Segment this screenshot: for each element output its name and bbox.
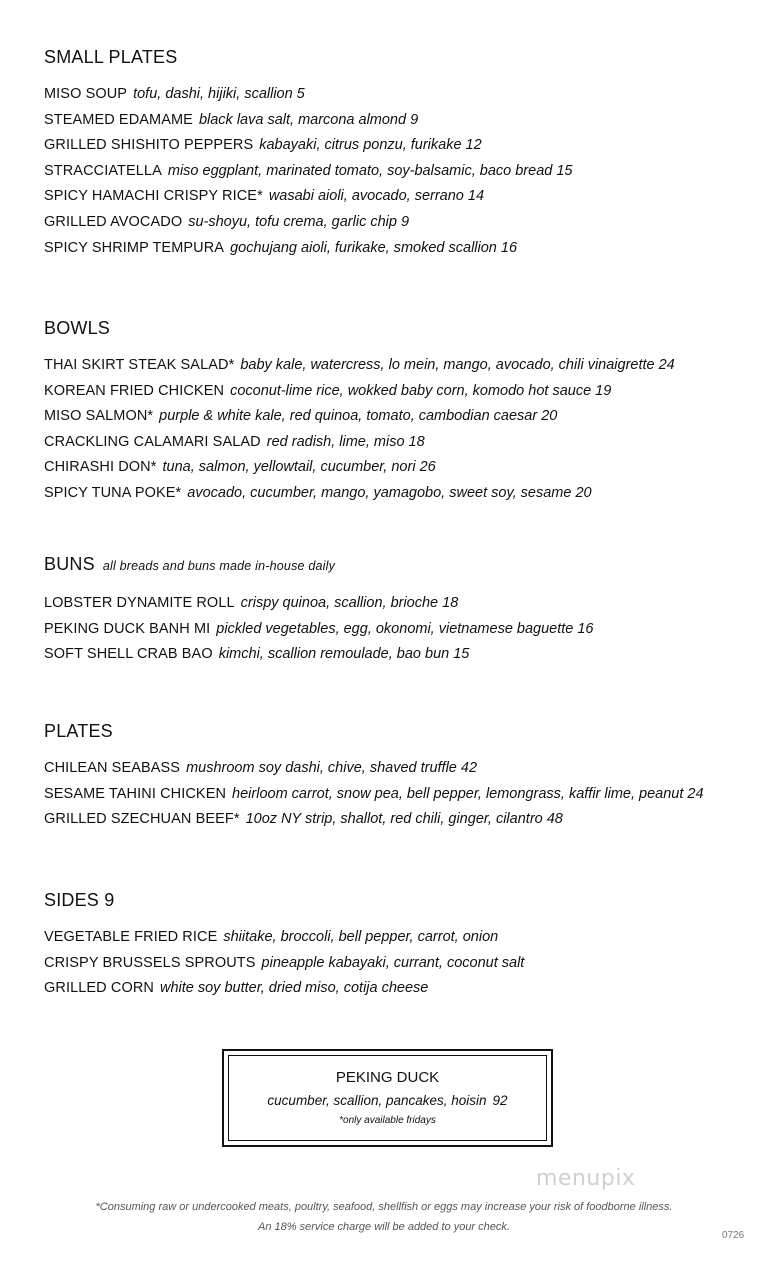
menu-item <box>44 236 748 262</box>
menu-item-name: SPICY TUNA POKE* <box>44 484 182 501</box>
section-title: BOWLS <box>44 318 111 338</box>
menu-item <box>44 133 748 159</box>
menu-item-price: 20 <box>541 408 558 425</box>
menu-item-name: GRILLED SZECHUAN BEEF* <box>44 811 240 828</box>
menu-item <box>44 617 748 643</box>
special-box-inner <box>228 1055 547 1141</box>
special-box <box>222 1049 553 1147</box>
menu-item-name: SOFT SHELL CRAB BAO <box>44 646 213 663</box>
special-title: PEKING DUCK <box>335 1069 440 1086</box>
menu-item-name: PEKING DUCK BANH MI <box>44 620 211 637</box>
menu-list <box>44 353 748 507</box>
menu-item-name: CHIRASHI DON* <box>44 459 157 476</box>
menu-item-description: pickled vegetables, egg, okonomi, vietnamese baguette <box>216 620 574 637</box>
menu-item-price: 15 <box>556 162 573 179</box>
menu-item-name: SESAME TAHINI CHICKEN <box>44 785 227 802</box>
menu-item-name: MISO SALMON* <box>44 408 154 425</box>
menu-item-description: 10oz NY strip, shallot, red chili, ginger, cilantro <box>245 811 543 828</box>
menu-item-name: STRACCIATELLA <box>44 162 162 179</box>
menu-item <box>44 951 748 977</box>
menu-item-price: 18 <box>442 595 459 611</box>
menu-item-name: KOREAN FRIED CHICKEN <box>44 382 225 399</box>
section-title: SIDES 9 <box>44 890 115 910</box>
menu-item-price: 24 <box>687 785 704 802</box>
menu-list <box>44 591 748 668</box>
section-buns <box>44 553 748 668</box>
menu-item-price: 5 <box>296 86 305 102</box>
menu-item-name: GRILLED CORN <box>44 980 154 997</box>
menu-item-name: STEAMED EDAMAME <box>44 111 193 128</box>
section-note: all breads and buns made in-house daily <box>102 559 336 573</box>
menu-item <box>44 591 748 617</box>
menu-item-description: white soy butter, dried miso, cotija cheese <box>159 980 429 997</box>
menu-list <box>44 925 748 1002</box>
menu-list <box>44 82 748 261</box>
menu-item-name: VEGETABLE FRIED RICE <box>44 929 218 945</box>
menu-item <box>44 925 748 951</box>
menu-item-name: SPICY HAMACHI CRISPY RICE* <box>44 188 263 205</box>
menu-item <box>44 404 748 430</box>
menu-item-price: 26 <box>419 459 436 476</box>
menu-item-description: su-shoyu, tofu crema, garlic chip <box>188 213 397 230</box>
menu-item-name: CHILEAN SEABASS <box>44 760 181 776</box>
menu-item-description: heirloom carrot, snow pea, bell pepper, lemongrass, kaffir lime, peanut <box>232 785 684 802</box>
section-title: PLATES <box>44 721 113 741</box>
menu-item-description: crispy quinoa, scallion, brioche <box>240 595 439 611</box>
menu-item-description: purple & white kale, red quinoa, tomato, cambodian caesar <box>159 408 538 425</box>
section-title: BUNS all breads and buns made in-house daily <box>44 554 336 574</box>
menu-item <box>44 210 748 236</box>
menu-item-description: shiitake, broccoli, bell pepper, carrot, onion <box>223 929 499 945</box>
menu-item-description: wasabi aioli, avocado, serrano <box>268 188 464 205</box>
menu-item-price: 14 <box>467 188 485 205</box>
menu-item <box>44 455 748 481</box>
footer-warning: *Consuming raw or undercooked meats, poultry, seafood, shellfish or eggs may increase your risk of foodborne illness. <box>95 1201 673 1213</box>
menu-item-price: 19 <box>595 382 612 399</box>
menu-item-description: kabayaki, citrus ponzu, furikake <box>259 137 462 154</box>
menu-item <box>44 807 748 833</box>
menu-item-price: 48 <box>546 811 563 828</box>
watermark: menupix <box>536 1166 636 1191</box>
menu-item <box>44 642 748 668</box>
menu-item-price: 12 <box>465 137 482 154</box>
menu-item-price: 42 <box>460 760 478 776</box>
menu-item <box>44 353 748 379</box>
section-small-plates <box>44 46 748 261</box>
menu-item <box>44 430 748 456</box>
menu-item-description: black lava salt, marcona almond <box>198 111 407 128</box>
menu-item-description: kimchi, scallion remoulade, bao bun <box>218 646 450 663</box>
special-description: cucumber, scallion, pancakes, hoisin 92 <box>267 1093 508 1108</box>
menu-item <box>44 82 748 108</box>
menu-item-description: gochujang aioli, furikake, smoked scallion <box>230 239 497 256</box>
section-plates <box>44 720 748 833</box>
menu-item <box>44 159 748 185</box>
special-price: 92 <box>492 1093 508 1108</box>
menu-item-description: miso eggplant, marinated tomato, soy-balsamic, baco bread <box>167 162 553 179</box>
menu-item-description: baby kale, watercress, lo mein, mango, avocado, chili vinaigrette <box>240 357 655 373</box>
section-bowls <box>44 317 748 507</box>
menu-item-price: 9 <box>410 111 419 128</box>
special-note: *only available fridays <box>339 1115 436 1126</box>
menu-item-description: coconut-lime rice, wokked baby corn, komodo hot sauce <box>230 382 592 399</box>
menu-item-name: SPICY SHRIMP TEMPURA <box>44 239 225 256</box>
menu-item-description: avocado, cucumber, mango, yamagobo, sweet soy, sesame <box>187 484 572 501</box>
menu-item-price: 18 <box>408 433 425 450</box>
menu-item-description: tuna, salmon, yellowtail, cucumber, nori <box>162 459 416 476</box>
menu-item <box>44 481 748 507</box>
menu-item-name: GRILLED AVOCADO <box>44 213 183 230</box>
section-title: SMALL PLATES <box>44 47 178 67</box>
menu-item <box>44 756 748 782</box>
menu-item-description: tofu, dashi, hijiki, scallion <box>133 86 293 102</box>
menu-list <box>44 756 748 833</box>
menu-item-price: 9 <box>400 213 410 230</box>
menu-item <box>44 108 748 134</box>
menu-item-name: MISO SOUP <box>44 86 128 102</box>
menu-item-name: LOBSTER DYNAMITE ROLL <box>44 595 235 611</box>
menu-item <box>44 379 748 405</box>
menu-item <box>44 184 748 210</box>
menu-item-price: 16 <box>500 239 518 256</box>
menu-item-name: GRILLED SHISHITO PEPPERS <box>44 137 254 154</box>
section-sides <box>44 889 748 1002</box>
menu-item-name: CRISPY BRUSSELS SPROUTS <box>44 954 256 971</box>
footer-service: An 18% service charge will be added to your check. <box>258 1221 510 1233</box>
menu-code: 0726 <box>722 1230 745 1241</box>
menu-item-price: 15 <box>453 646 470 663</box>
menu-item-price: 20 <box>575 484 592 501</box>
menu-item-name: THAI SKIRT STEAK SALAD* <box>44 357 235 373</box>
menu-item <box>44 782 748 808</box>
menu-item-price: 16 <box>577 620 594 637</box>
menu-item <box>44 976 748 1002</box>
menu-item-name: CRACKLING CALAMARI SALAD <box>44 433 261 450</box>
menu-item-description: red radish, lime, miso <box>266 433 405 450</box>
menu-item-description: pineapple kabayaki, currant, coconut salt <box>261 954 525 971</box>
menu-item-price: 24 <box>658 357 675 373</box>
menu-item-description: mushroom soy dashi, chive, shaved truffle <box>186 760 457 776</box>
